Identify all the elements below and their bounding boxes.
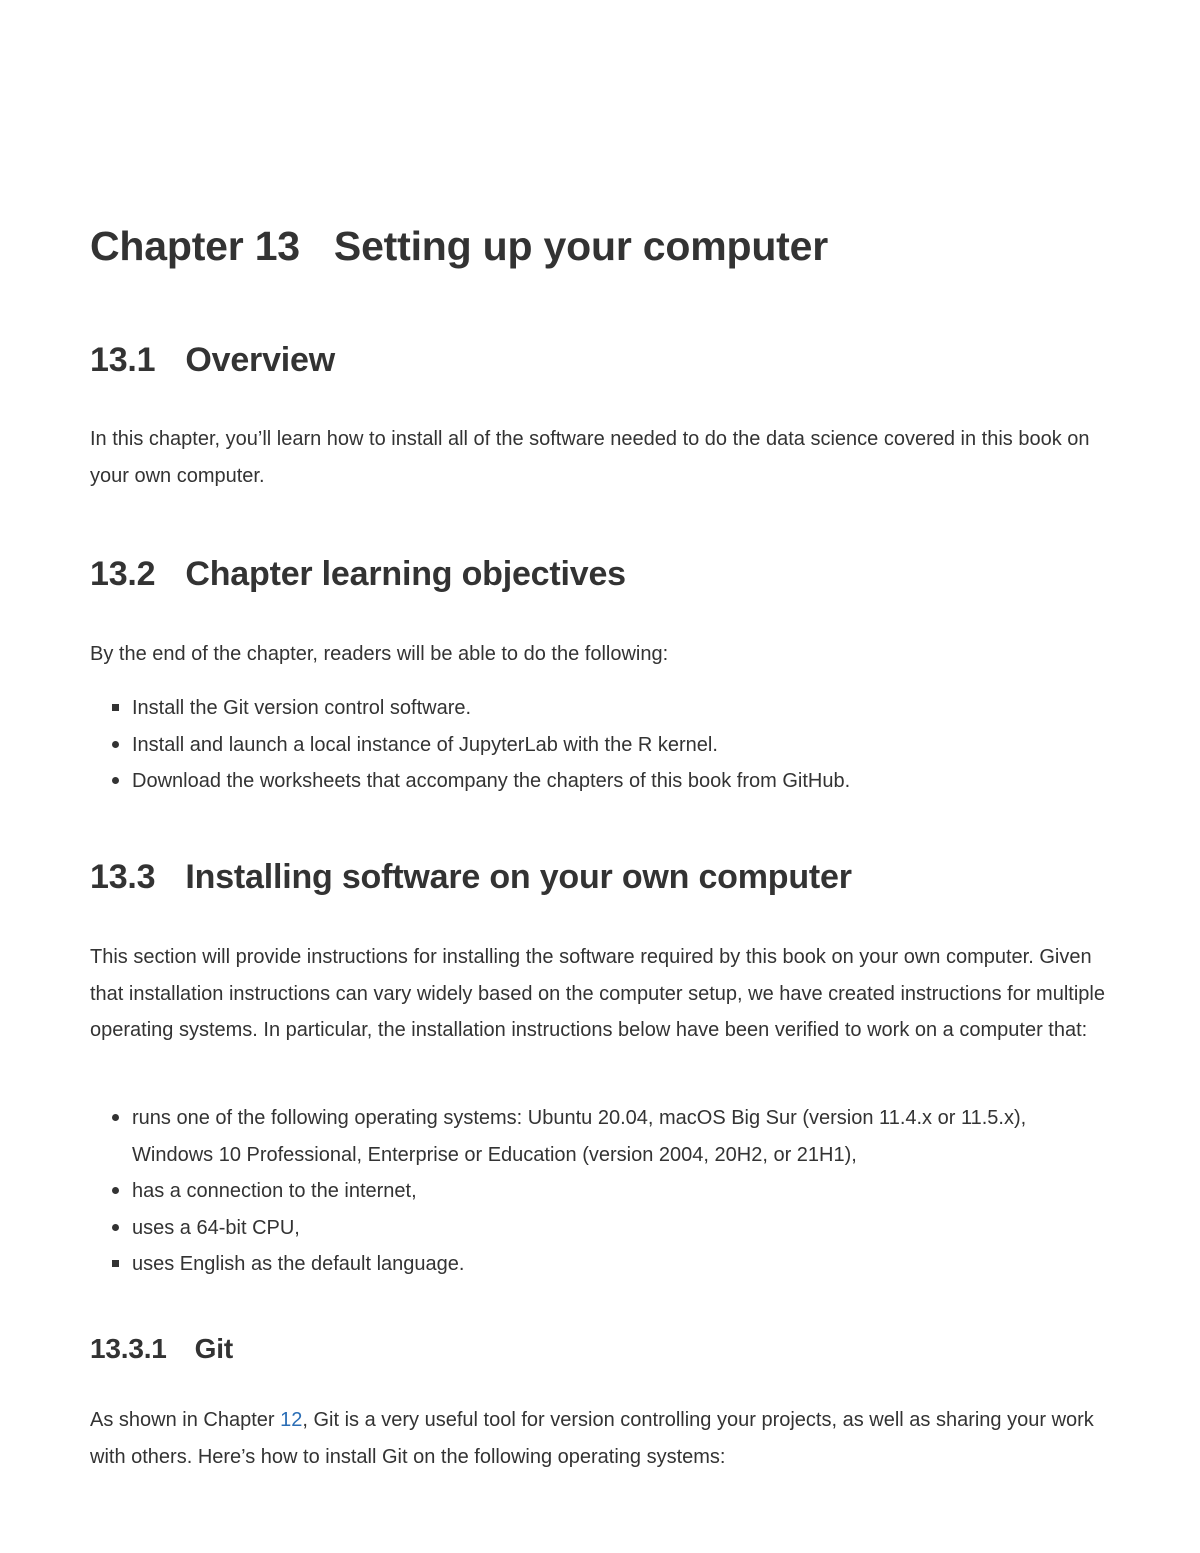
bullet-icon: [112, 704, 119, 711]
section-heading-overview: [90, 340, 335, 380]
section-number: 13.1: [90, 341, 156, 379]
installing-paragraph: This section will provide instructions for installing the software required by this book on your own computer. Given that installation instructions can vary widely based on the computer setup, we have created instructions for multiple operating systems. In particular, the installation instructions below have been verified to work on a computer that:: [90, 946, 1105, 1041]
section-title: Installing software on your own computer: [185, 858, 852, 896]
objectives-list: [90, 690, 1080, 800]
chapter-title-text: Setting up your computer: [333, 223, 828, 269]
list-item-text: has a connection to the internet,: [132, 1180, 417, 1202]
bullet-icon: [112, 1187, 119, 1194]
list-item-text: Download the worksheets that accompany the chapters of this book from GitHub.: [132, 770, 851, 792]
list-item-text: uses English as the default language.: [132, 1253, 465, 1275]
git-paragraph-end: , Git is a very useful tool for version controlling your projects, as well as sharing your work with others. Here’s how to install Git on the following operating systems:: [90, 1409, 1094, 1468]
chapter-title: [90, 222, 828, 270]
chapter-number: Chapter 13: [90, 223, 300, 269]
section-number: 13.3.1: [90, 1333, 167, 1364]
list-item: [90, 727, 1080, 764]
list-item: [90, 1100, 1080, 1173]
list-item-text: runs one of the following operating systems: Ubuntu 20.04, macOS Big Sur (version 11.4.x or 11.5.x), Windows 10 Professional, Enterprise or Education (version 2004, 20H2, or 21H1),: [132, 1107, 1027, 1166]
section-title: Chapter learning objectives: [185, 555, 626, 593]
section-heading-objectives: [90, 554, 626, 594]
section-number: 13.2: [90, 555, 156, 593]
section-title: Git: [194, 1333, 233, 1364]
git-paragraph: [90, 1402, 1120, 1475]
bullet-icon: [112, 741, 119, 748]
requirements-list: [90, 1100, 1080, 1283]
list-item-text: Install and launch a local instance of JupyterLab with the R kernel.: [132, 733, 718, 756]
list-item: [90, 1210, 1080, 1247]
bullet-icon: [112, 1114, 119, 1121]
bullet-icon: [112, 1260, 119, 1267]
objectives-intro: By the end of the chapter, readers will be able to do the following:: [90, 643, 669, 665]
section-title: Overview: [185, 341, 335, 379]
git-paragraph-start: As shown in Chapter: [90, 1409, 281, 1431]
overview-paragraph: In this chapter, you’ll learn how to install all of the software needed to do the data science covered in this book on your own computer.: [90, 428, 1090, 487]
bullet-icon: [112, 777, 119, 784]
list-item: [90, 690, 1080, 727]
list-item: [90, 763, 1080, 800]
list-item: [90, 1246, 1080, 1283]
section-heading-installing: [90, 857, 852, 897]
bullet-icon: [112, 1224, 119, 1231]
list-item-text: uses a 64-bit CPU,: [132, 1216, 300, 1239]
list-item-text: Install the Git version control software.: [132, 697, 472, 719]
chapter-12-link[interactable]: 12: [280, 1409, 303, 1431]
section-number: 13.3: [90, 858, 156, 896]
subsection-heading-git: [90, 1332, 233, 1366]
list-item: [90, 1173, 1080, 1210]
